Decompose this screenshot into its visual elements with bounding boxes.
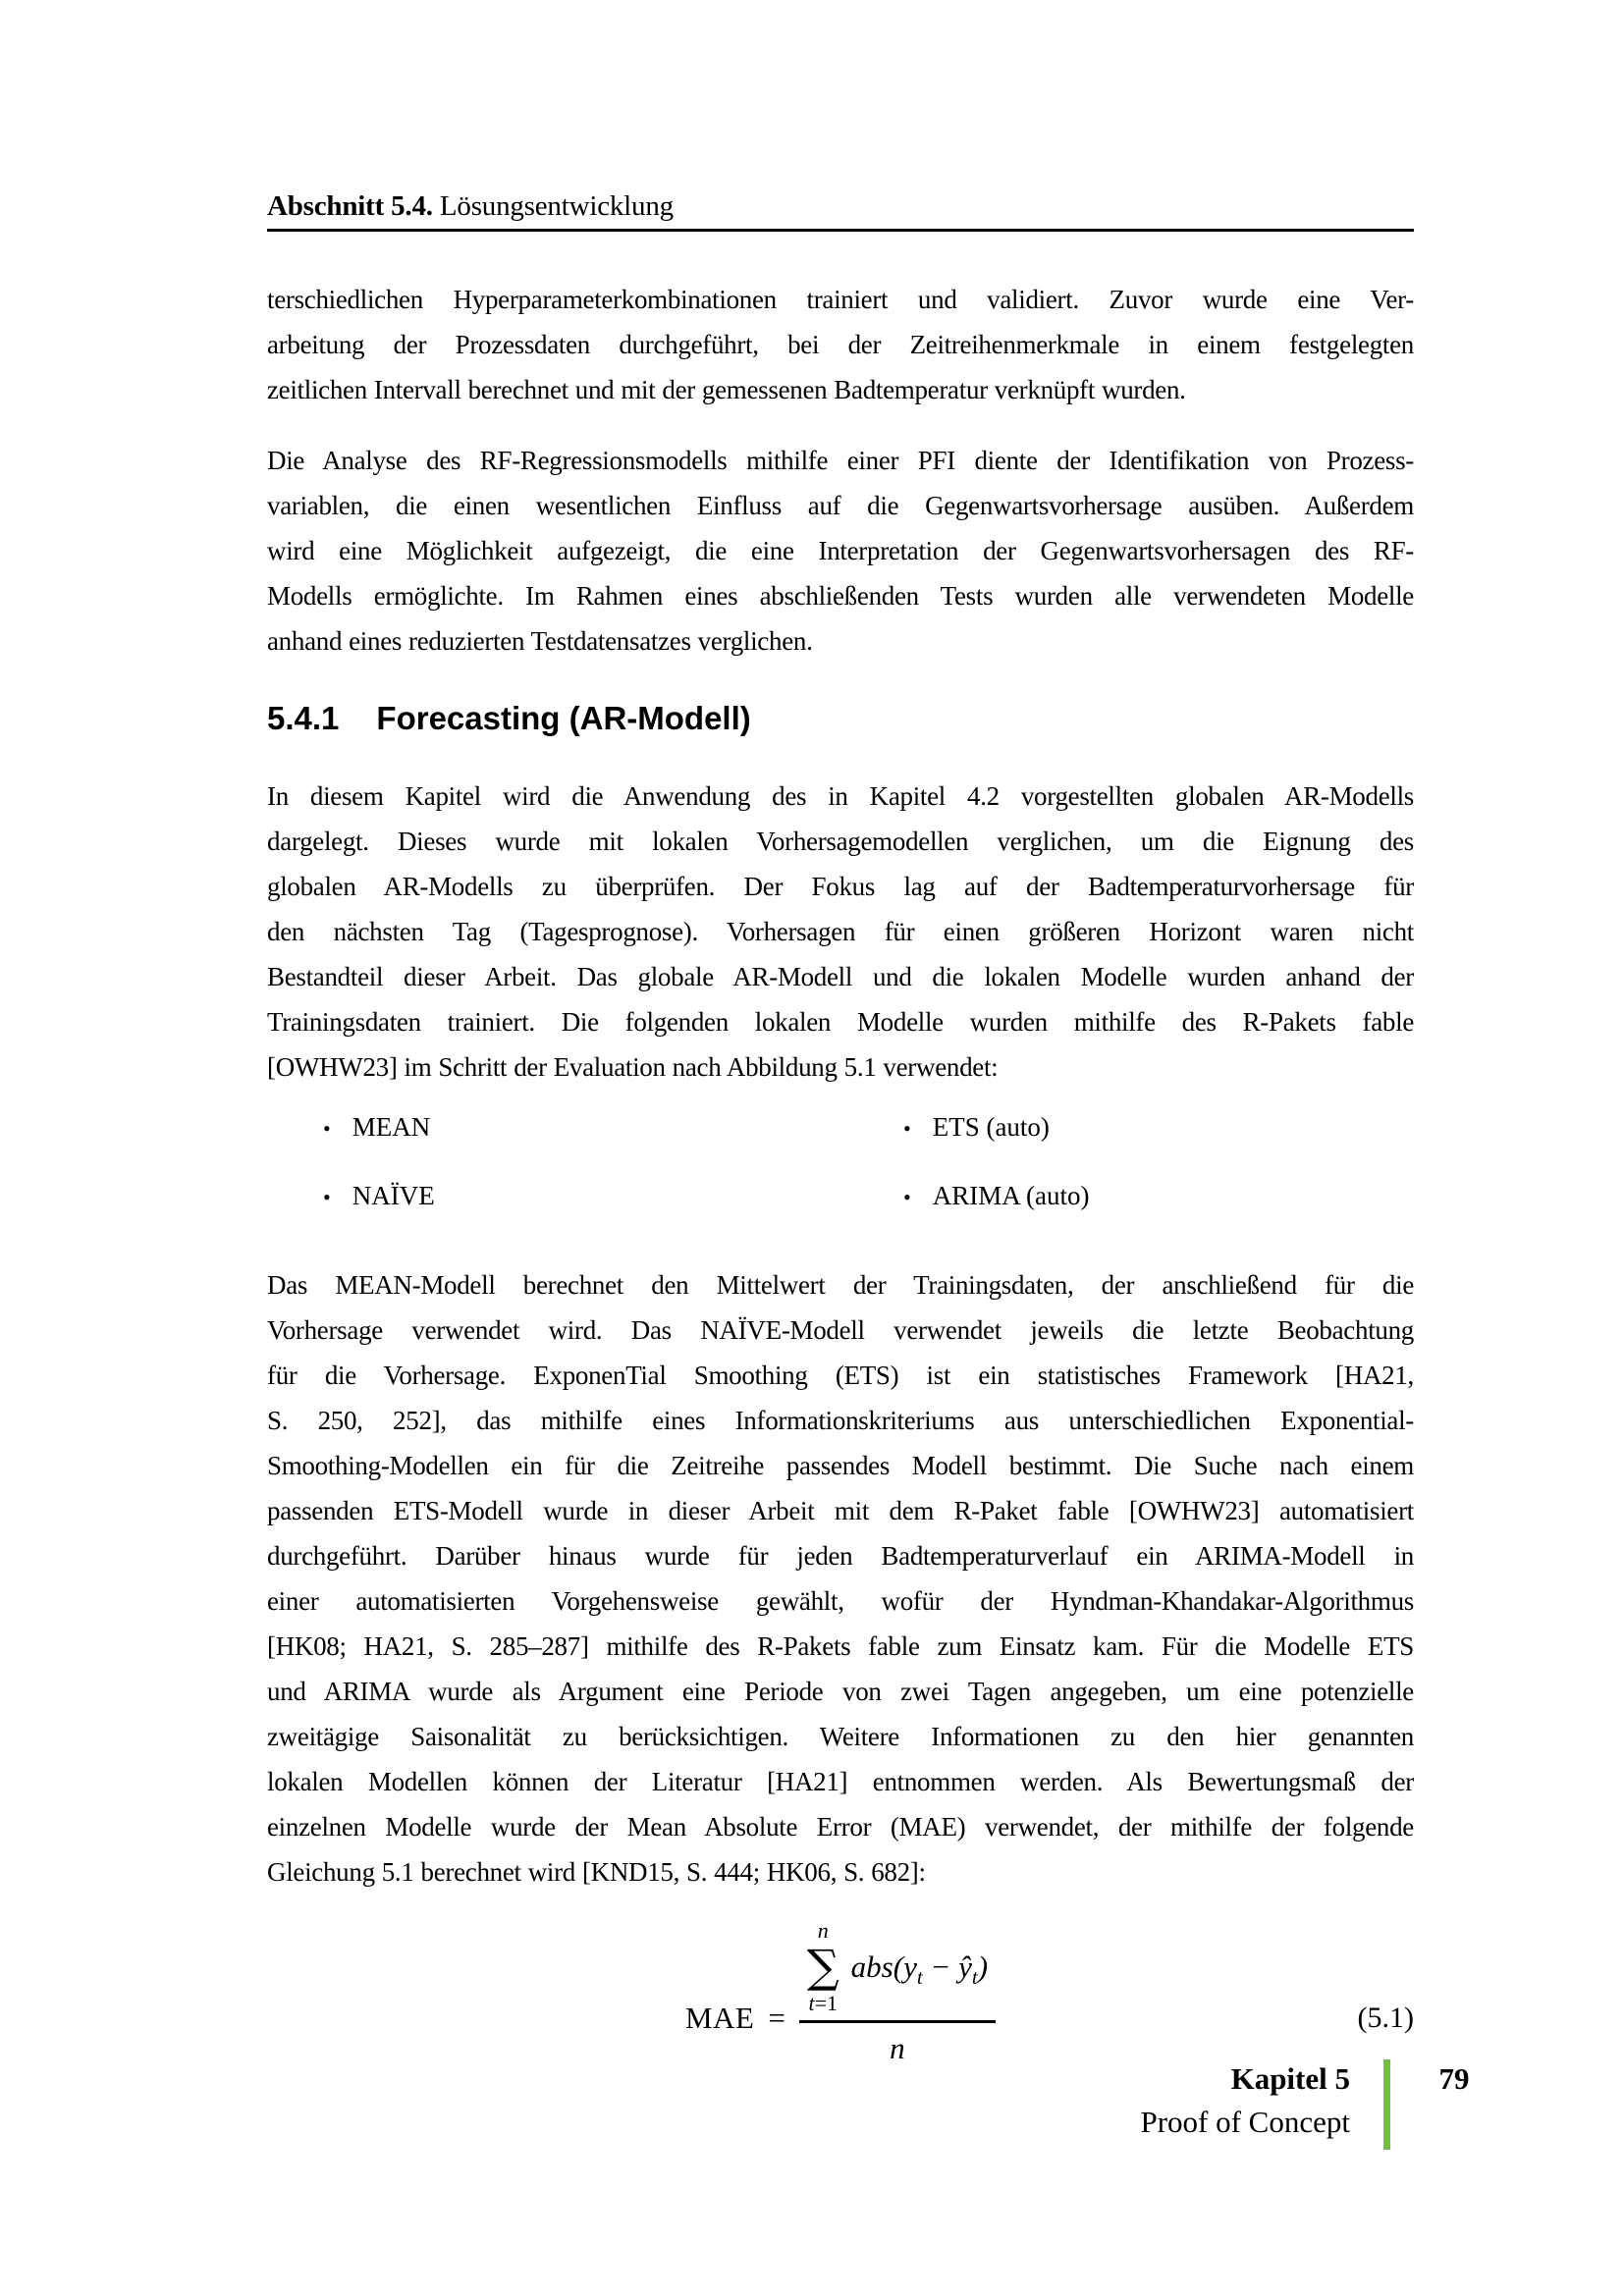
- observed-subscript: t: [916, 1965, 923, 1990]
- text-line: durchgeführt. Darüber hinaus wurde für jeden Badtemperaturverlauf ein ARIMA-Modell in: [267, 1541, 1414, 1571]
- paragraph-continuation: [267, 277, 1414, 412]
- footer-accent-line: [1383, 2059, 1390, 2150]
- model-bullet-list: [267, 1107, 1414, 1217]
- text-line: variablen, die einen wesentlichen Einfluss auf die Gegenwartsvorhersage ausüben. Außerdem: [267, 491, 1414, 520]
- text-line: Modells ermöglichte. Im Rahmen eines abschließenden Tests wurden alle verwendeten Modelle: [267, 581, 1414, 611]
- page-footer: [1140, 2057, 1487, 2150]
- text-line: In diesem Kapitel wird die Anwendung des in Kapitel 4.2 vorgestellten globalen AR-Modells: [267, 781, 1414, 811]
- footer-chapter-block: [1140, 2057, 1350, 2144]
- predicted-subscript: t: [971, 1965, 978, 1990]
- list-item: [323, 1176, 814, 1217]
- minus-operator: −: [922, 1949, 959, 1984]
- sum-lower-rel: =1: [814, 1991, 839, 2015]
- text-line: für die Vorhersage. ExponenTial Smoothing (ETS) ist ein statistisches Framework [HA21,: [267, 1361, 1414, 1390]
- subsection-title: Forecasting (AR-Modell): [376, 700, 751, 736]
- text-line: dargelegt. Dieses wurde mit lokalen Vorhersagemodellen verglichen, um die Eignung des: [267, 827, 1414, 856]
- text-line: S. 250, 252], das mithilfe eines Informationskriteriums aus unterschiedlichen Exponential-: [267, 1406, 1414, 1435]
- page-number: 79: [1438, 2061, 1470, 2096]
- text-line: und ARIMA wurde als Argument eine Periode von zwei Tagen angegeben, um eine potenzielle: [267, 1677, 1414, 1706]
- sum-upper-limit: n: [817, 1918, 829, 1943]
- abs-function: abs(: [850, 1949, 904, 1984]
- text-line: passenden ETS-Modell wurde in dieser Arbeit mit dem R-Paket fable [OWHW23] automatisiert: [267, 1496, 1414, 1525]
- header-section-label: Abschnitt 5.4.: [267, 190, 433, 222]
- bullet-label: ARIMA (auto): [932, 1181, 1090, 1210]
- subsection-number: 5.4.1: [267, 700, 340, 736]
- sum-lower-limit: [808, 1993, 838, 2014]
- text-line: den nächsten Tag (Tagesprognose). Vorhersagen für einen größeren Horizont waren nicht: [267, 917, 1414, 946]
- text-line: Smoothing-Modellen ein für die Zeitreihe passendes Modell bestimmt. Die Suche nach einem: [267, 1451, 1414, 1480]
- text-line: [OWHW23] im Schritt der Evaluation nach Abbildung 5.1 verwendet:: [267, 1052, 999, 1082]
- text-line: arbeitung der Prozessdaten durchgeführt, bei der Zeitreihenmerkmale in einem festgelegten: [267, 330, 1414, 359]
- header-rule: [267, 229, 1414, 232]
- bullet-label: ETS (auto): [932, 1112, 1050, 1142]
- numerator-expression: [850, 1949, 989, 1990]
- sum-lower-var: t: [808, 1991, 815, 2015]
- text-line: Gleichung 5.1 berechnet wird [KND15, S. 444; HK06, S. 682]:: [267, 1857, 926, 1887]
- bullet-icon: •: [903, 1185, 911, 1209]
- text-line: anhand eines reduzierten Testdatensatzes verglichen.: [267, 626, 813, 656]
- bullet-label: NAÏVE: [352, 1181, 435, 1210]
- text-line: terschiedlichen Hyperparameterkombinationen trainiert und validiert. Zuvor wurde eine Ver-: [267, 285, 1414, 314]
- list-item: [903, 1107, 1089, 1148]
- text-line: zeitlichen Intervall berechnet und mit der gemessenen Badtemperatur verknüpft wurden.: [267, 375, 1186, 404]
- text-line: Bestandteil dieser Arbeit. Das globale AR-Modell und die lokalen Modelle wurden anhand der: [267, 962, 1414, 991]
- observed-variable: y: [903, 1949, 917, 1984]
- equation-denominator: n: [890, 2031, 905, 2065]
- text-column: [267, 0, 1414, 2115]
- equation-relation: =: [768, 2000, 785, 2035]
- bullet-column-right: [903, 1107, 1089, 1217]
- sum-icon: ∑: [806, 1940, 839, 1993]
- equation-numerator: [799, 1920, 996, 2020]
- footer-chapter-label: Kapitel 5: [1230, 2061, 1350, 2096]
- list-item: [323, 1107, 814, 1148]
- predicted-variable: ŷ: [958, 1949, 972, 1984]
- bullet-icon: •: [323, 1116, 331, 1141]
- text-line: wird eine Möglichkeit aufgezeigt, die eine Interpretation der Gegenwartsvorhersagen des RF-: [267, 536, 1414, 565]
- text-line: Die Analyse des RF-Regressionsmodells mithilfe einer PFI diente der Identifikation von Prozess-: [267, 446, 1414, 475]
- footer-chapter-title: Proof of Concept: [1140, 2105, 1350, 2139]
- header-section-title: Lösungsentwicklung: [439, 190, 674, 222]
- list-item: [903, 1176, 1089, 1217]
- text-line: globalen AR-Modells zu überprüfen. Der Fokus lag auf der Badtemperaturvorhersage für: [267, 872, 1414, 901]
- text-line: Vorhersage verwendet wird. Das NAÏVE-Modell verwendet jeweils die letzte Beobachtung: [267, 1315, 1414, 1345]
- equation-lhs: MAE: [684, 2000, 755, 2035]
- text-line: Trainingsdaten trainiert. Die folgenden lokalen Modelle wurden mithilfe des R-Pakets fable: [267, 1007, 1414, 1037]
- closing-paren: ): [977, 1949, 989, 1984]
- equation-number: (5.1): [1357, 2001, 1414, 2034]
- running-header: [267, 189, 1414, 223]
- paragraph-forecasting-intro: [267, 774, 1414, 1090]
- bullet-icon: •: [323, 1185, 331, 1209]
- text-line: einzelnen Modelle wurde der Mean Absolute Error (MAE) verwendet, der mithilfe der folgende: [267, 1812, 1414, 1842]
- text-line: lokalen Modellen können der Literatur [HA21] entnommen werden. Als Bewertungsmaß der: [267, 1767, 1414, 1796]
- paragraph-rf-analysis: [267, 438, 1414, 664]
- equation-fraction: [799, 1920, 996, 2115]
- sum-operator: [807, 1920, 839, 2014]
- bullet-column-left: [323, 1107, 814, 1217]
- text-line: Das MEAN-Modell berechnet den Mittelwert der Trainingsdaten, der anschließend für die: [267, 1270, 1414, 1300]
- paragraph-model-descriptions: [267, 1262, 1414, 1895]
- bullet-icon: •: [903, 1116, 911, 1141]
- text-line: einer automatisierten Vorgehensweise gewählt, wofür der Hyndman-Khandakar-Algorithmus: [267, 1586, 1414, 1616]
- subsection-heading: [267, 699, 1414, 738]
- text-line: zweitägige Saisonalität zu berücksichtigen. Weitere Informationen zu den hier genannten: [267, 1722, 1414, 1751]
- bullet-label: MEAN: [352, 1112, 431, 1142]
- text-line: [HK08; HA21, S. 285–287] mithilfe des R-Pakets fable zum Einsatz kam. Für die Modelle ETS: [267, 1631, 1414, 1661]
